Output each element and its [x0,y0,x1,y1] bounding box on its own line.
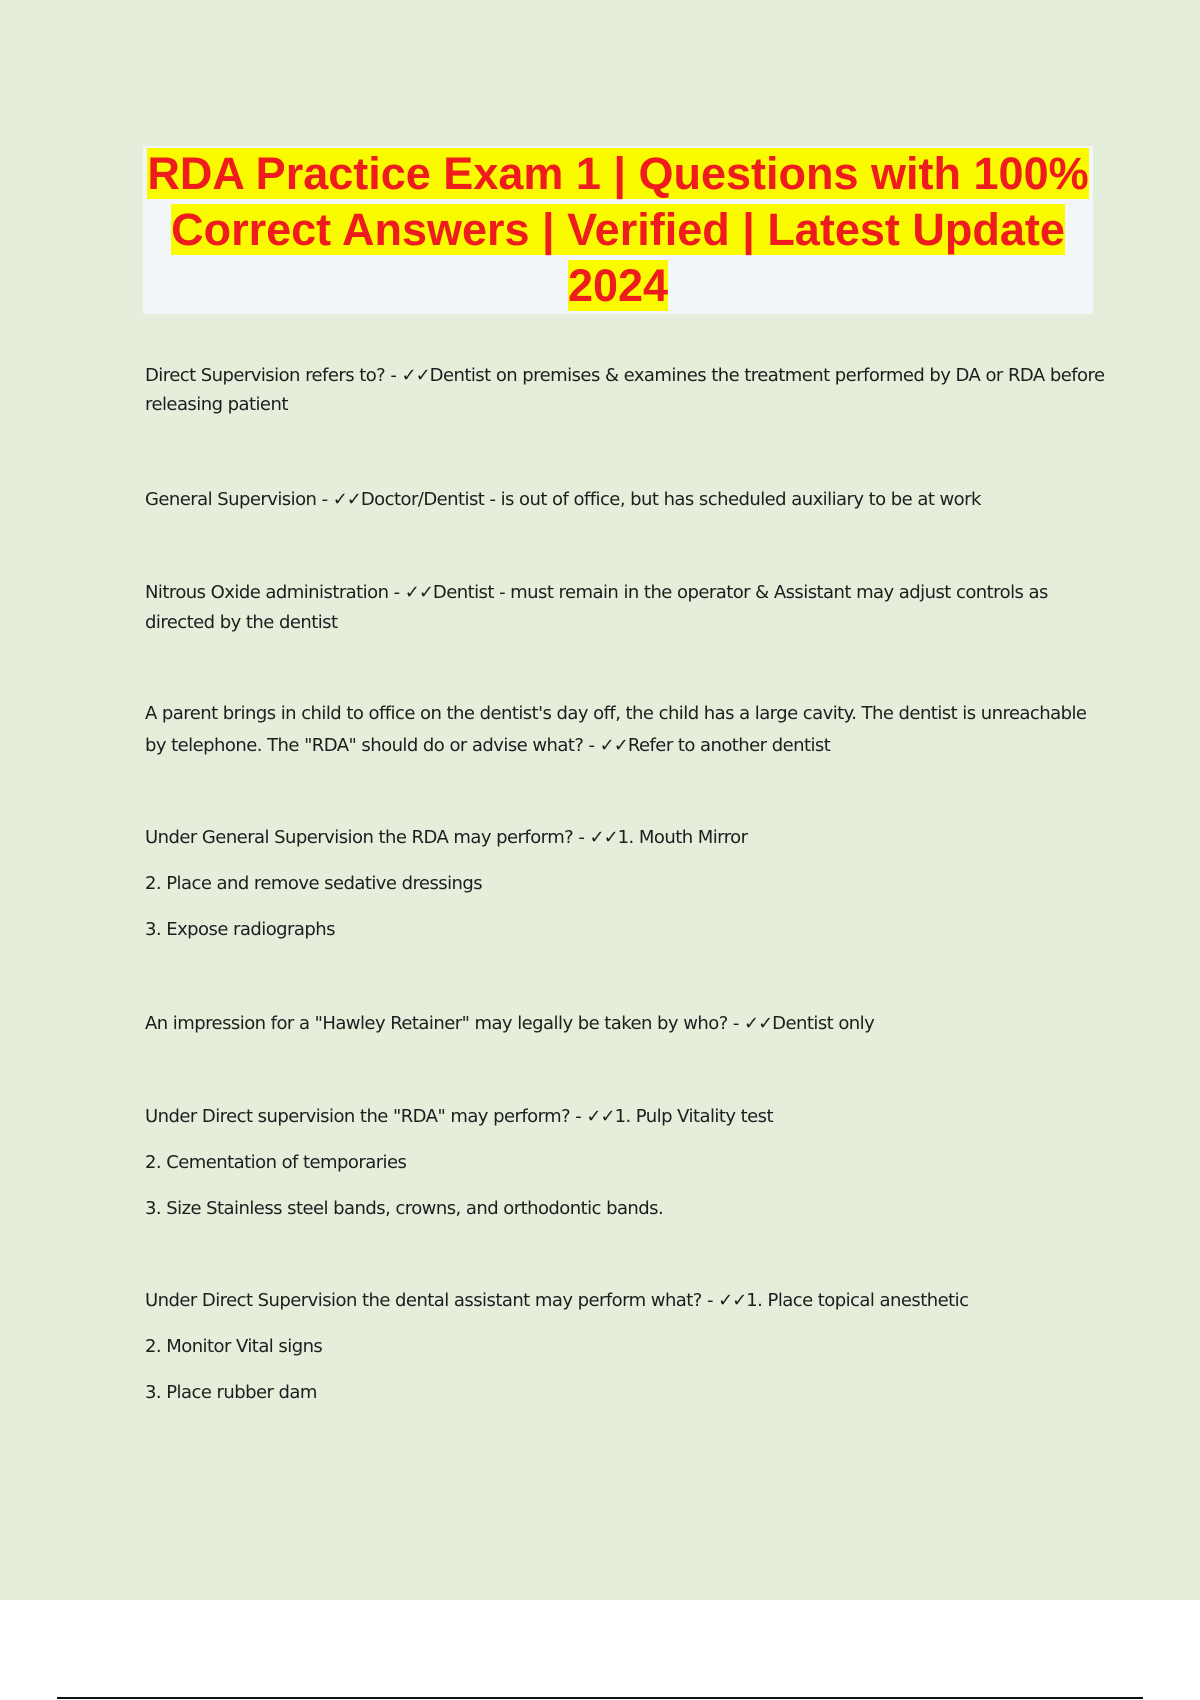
qa-text [145,578,1105,638]
double-check-icon: ✓✓ [332,489,361,510]
qa-item-hawley-retainer [145,1009,1105,1038]
answer-list-item: 2. Monitor Vital signs [145,1336,323,1357]
answer-text: Refer to another dentist [627,735,831,756]
qa-item-general-supervision [145,485,1105,514]
question-text: Under Direct Supervision the dental assistant may perform what? - [145,1290,719,1311]
qa-text [145,1102,1105,1132]
qa-text [145,485,1105,514]
qa-item-direct-supervision-da-duties [145,1286,1105,1408]
question-text: Direct Supervision refers to? - [145,365,402,386]
question-text: Nitrous Oxide administration - [145,582,405,603]
answer-list-item: 3. Place rubber dam [145,1382,317,1403]
answer-list-item: 2. Cementation of temporaries [145,1152,407,1173]
document-title: RDA Practice Exam 1 | Questions with 100% Correct Answers | Verified | Latest Update 2024 [147,148,1089,311]
double-check-icon: ✓✓ [718,1290,747,1311]
footer-divider [57,1697,1143,1699]
qa-item-direct-supervision [145,361,1105,419]
double-check-icon: ✓✓ [599,735,628,756]
qa-text [145,361,1105,419]
question-text: An impression for a "Hawley Retainer" may legally be taken by who? - [145,1013,744,1034]
qa-item-general-supervision-duties [145,823,1105,945]
question-text: Under Direct supervision the "RDA" may perform? - [145,1106,587,1127]
answer-text: 1. Mouth Mirror [617,827,748,848]
answer-text: 1. Pulp Vitality test [614,1106,774,1127]
answer-text: Dentist - must remain in the operator & Assistant may adjust controls as directed by the dentist [145,582,1048,633]
answer-list-item: 3. Expose radiographs [145,919,335,940]
title-banner [143,146,1093,314]
qa-text [145,823,1105,853]
double-check-icon: ✓✓ [404,582,433,603]
double-check-icon: ✓✓ [586,1106,615,1127]
double-check-icon: ✓✓ [401,365,430,386]
answer-text: Dentist only [772,1013,875,1034]
qa-text [145,1286,1105,1316]
answer-list-item: 3. Size Stainless steel bands, crowns, and orthodontic bands. [145,1198,664,1219]
double-check-icon: ✓✓ [744,1013,773,1034]
question-text: Under General Supervision the RDA may perform? - [145,827,590,848]
qa-item-nitrous-oxide [145,578,1105,638]
question-text: General Supervision - [145,489,333,510]
question-text: A parent brings in child to office on the dentist's day off, the child has a large cavity. The dentist is unreachable by telephone. The "RDA" should do or advise what? - [145,703,1087,756]
qa-text [145,698,1105,762]
qa-item-parent-child-cavity [145,698,1105,762]
qa-item-direct-supervision-rda-duties [145,1102,1105,1224]
answer-text: Dentist on premises & examines the treatment performed by DA or RDA before releasing patient [145,365,1105,415]
double-check-icon: ✓✓ [589,827,618,848]
answer-list-item: 2. Place and remove sedative dressings [145,873,483,894]
answer-text: 1. Place topical anesthetic [746,1290,969,1311]
qa-text [145,1009,1105,1038]
answer-text: Doctor/Dentist - is out of office, but has scheduled auxiliary to be at work [360,489,981,510]
